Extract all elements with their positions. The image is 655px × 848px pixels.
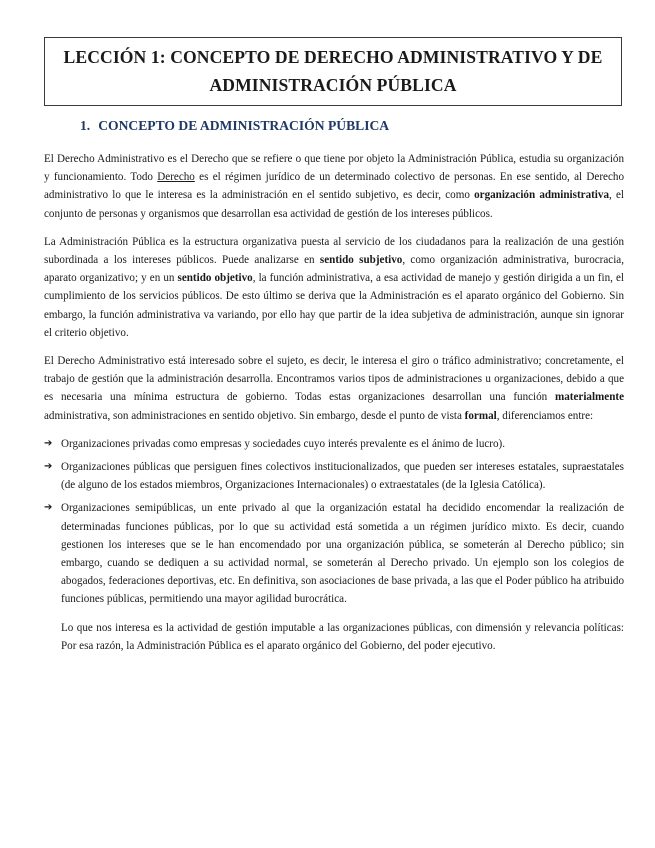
- p2-bold-term-2: sentido objetivo: [177, 272, 253, 285]
- paragraph-2: [44, 233, 624, 342]
- lesson-title-line-2: ADMINISTRACIÓN PÚBLICA: [209, 75, 457, 95]
- p2-text-c: , la función administrativa, a esa actividad de manejo y gestión dirigida a un fin, el cumplimiento de los servicios públicos. De esto último se deriva que la Administración es el aparato orgánico del Gobierno. Sin embargo, la función administrativa va variando, por ello hay que partir de la idea subjetiva de administración, aunque sin ignorar el criterio objetivo.: [44, 272, 624, 339]
- p3-bold-term-1: materialmente: [555, 391, 624, 404]
- section-label: CONCEPTO DE ADMINISTRACIÓN PÚBLICA: [98, 118, 390, 133]
- p1-bold-term: organización administrativa: [474, 189, 609, 202]
- document-body: [44, 150, 624, 665]
- arrow-bullet-icon: ➔: [44, 502, 53, 514]
- p2-bold-term-1: sentido subjetivo: [319, 254, 403, 267]
- p3-text-b: administrativa, son administraciones en sentido objetivo. Sin embargo, desde el punto de vista: [44, 409, 465, 422]
- p3-text-c: , diferenciamos entre:: [496, 409, 594, 422]
- organization-types-list: [44, 435, 624, 609]
- list-item: [44, 499, 624, 608]
- p1-text-a: El Derecho Administrativo es el Derecho que se refiere o que tiene por objeto la Administración Pública, estudia su organización y funcionamiento. Todo: [44, 153, 624, 184]
- paragraph-1: [44, 150, 624, 223]
- arrow-bullet-icon: ➔: [44, 461, 53, 473]
- paragraph-3: [44, 352, 624, 425]
- p2-text-a: La Administración Pública es la estructura organizativa puesta al servicio de los ciudadanos para la realización de una gestión subordinada a los intereses públicos. Puede analizarse en: [44, 235, 624, 267]
- list-item: [44, 458, 624, 494]
- p3-text-a: El Derecho Administrativo está interesado sobre el sujeto, es decir, le interesa el giro o tráfico administrativo; concretamente, el trabajo de gestión que la administración desarrolla. Encontramos varios tipos de administraciones u organizaciones, debido a que es necesaria una mínima estructura de gobierno. Todas estas organizaciones desarrollan una función: [44, 355, 624, 404]
- arrow-bullet-icon: ➔: [44, 437, 53, 449]
- section-number: 1.: [80, 118, 91, 133]
- p3-bold-term-2: formal: [464, 409, 497, 422]
- list-item-text: Organizaciones públicas que persiguen fines colectivos institucionalizados, que pueden ser intereses estatales, supraestatales (de alguno de los estados miembros, Organizaciones Internacionales) o extraestatales (de la Iglesia Católica).: [61, 461, 624, 492]
- list-item: [44, 435, 624, 453]
- p1-text-b: es el régimen jurídico de un determinado colectivo de personas. En ese sentido, al Derecho administrativo lo que le interesa es la administración en el sentido subjetivo, es decir, como: [44, 171, 624, 202]
- lesson-title-line-1: LECCIÓN 1: CONCEPTO DE DERECHO ADMINISTRATIVO Y DE: [63, 47, 603, 67]
- lesson-title-box: [44, 37, 622, 106]
- paragraph-4: Lo que nos interesa es la actividad de gestión imputable a las organizaciones públicas, con dimensión y relevancia políticas: Por esa razón, la Administración Pública es el aparato orgánico del Gobierno, del poder ejecutivo.: [61, 621, 624, 652]
- p1-text-c: , el conjunto de personas y organismos que desarrollan esa actividad de gestión de los intereses públicos.: [44, 189, 625, 220]
- section-heading: [80, 118, 389, 134]
- p1-underlined-term: Derecho: [157, 171, 195, 184]
- list-item-text: Organizaciones privadas como empresas y sociedades cuyo interés prevalente es el ánimo de lucro).: [61, 437, 505, 450]
- list-item-text: Organizaciones semipúblicas, un ente privado al que la organización estatal ha decidido encomendar la realización de determinadas funciones públicas, por lo que su actividad está sometida a un régimen jurídico mixto. Es decir, cuando gestionen los intereses que se le han encomendado por una organización pública, se someterán al Derecho público; sin embargo, cuando se dediquen a su actividad normal, se someterán al Derecho privado. Un ejemplo son los colegios de abogados, federaciones deportivas, etc. En definitiva, son asociaciones de base privada, a las que el Poder público ha atribuido funciones públicas, permitiendo una mayor agilidad burocrática.: [61, 502, 624, 606]
- p2-text-b: , como organización administrativa, burocracia, aparato organizativo; y en un: [44, 254, 624, 285]
